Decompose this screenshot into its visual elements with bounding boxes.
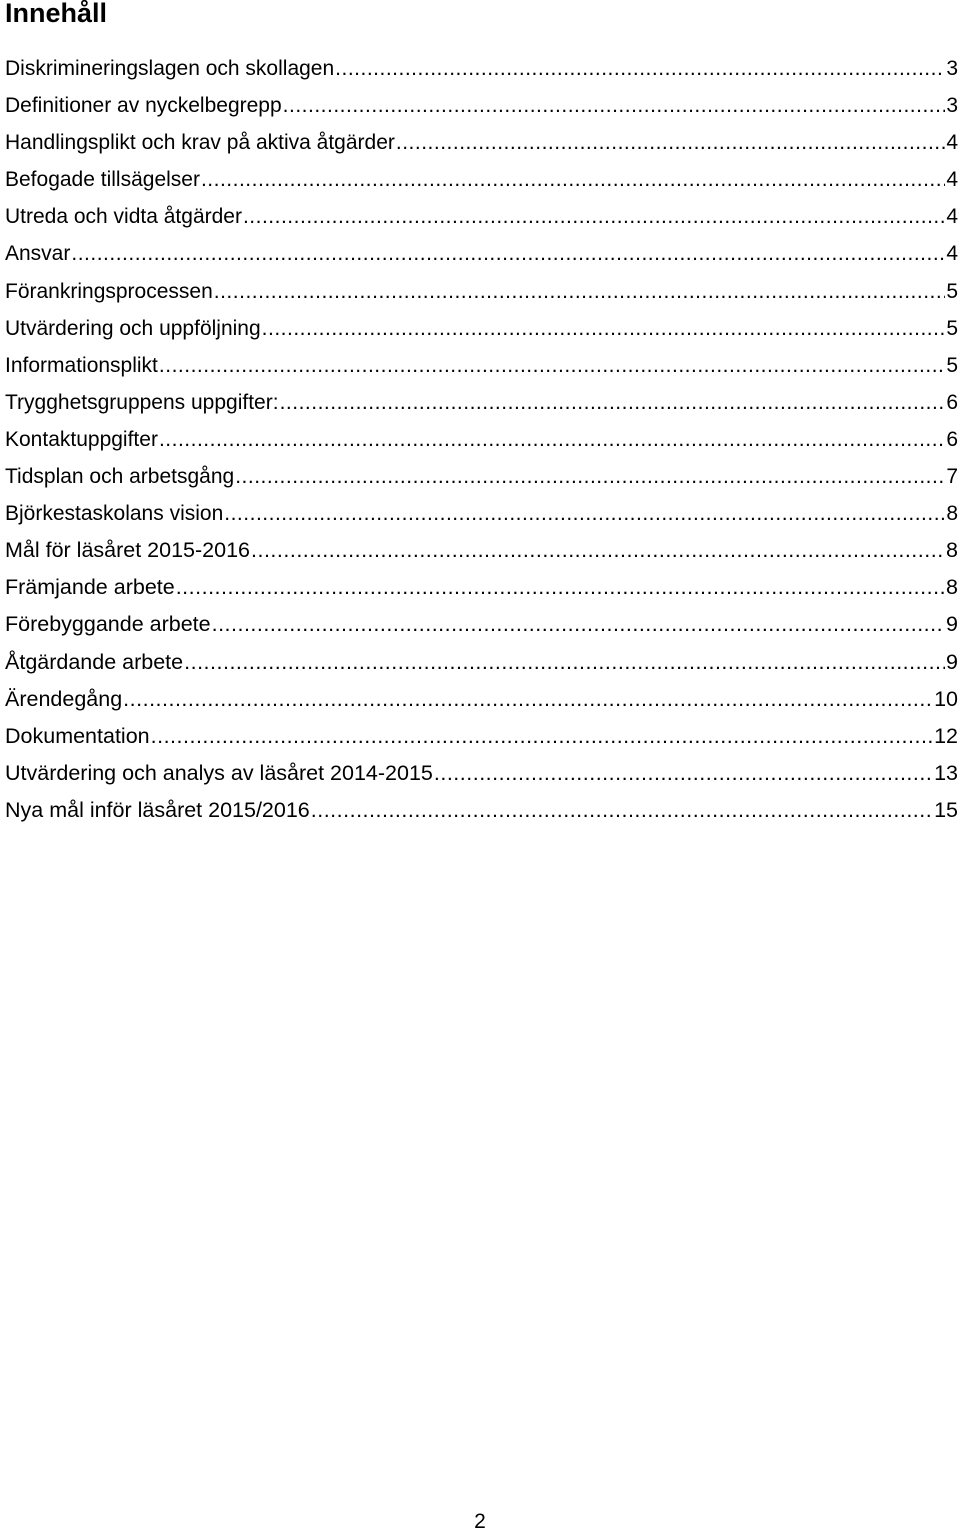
- toc-page-number: 10: [934, 686, 958, 711]
- toc-page-number: 8: [946, 502, 958, 526]
- toc-page-number: 9: [946, 649, 958, 674]
- toc-entry[interactable]: [5, 163, 960, 200]
- toc-page-number: 5: [946, 316, 958, 340]
- toc-entry[interactable]: [5, 89, 960, 126]
- toc-dot-leader: [262, 312, 946, 345]
- toc-dot-leader: [311, 794, 933, 827]
- page-title: Innehåll: [5, 0, 108, 28]
- toc-entry[interactable]: [5, 608, 960, 645]
- toc-entry[interactable]: [5, 386, 960, 423]
- toc-entry[interactable]: [5, 349, 960, 386]
- toc-page-number: 4: [946, 205, 958, 229]
- toc-entry-label: Ansvar: [5, 242, 71, 266]
- toc-entry[interactable]: [5, 460, 960, 497]
- toc-entry[interactable]: [5, 126, 960, 163]
- page-number: 2: [474, 1510, 486, 1533]
- toc-page-number: 13: [934, 760, 958, 785]
- toc-entry-label: Åtgärdande arbete: [5, 649, 184, 674]
- toc-entry[interactable]: [5, 757, 960, 794]
- toc-entry-label: Utvärdering och uppföljning: [5, 316, 261, 340]
- toc-entry[interactable]: [5, 423, 960, 460]
- toc-entry[interactable]: [5, 683, 960, 720]
- toc-dot-leader: [201, 163, 945, 196]
- toc-dot-leader: [251, 534, 945, 567]
- toc-page-number: 12: [934, 723, 958, 748]
- toc-dot-leader: [224, 497, 945, 530]
- toc-dot-leader: [434, 757, 933, 790]
- toc-page-number: 5: [946, 279, 958, 303]
- toc-entry[interactable]: [5, 534, 960, 571]
- toc-page-number: 4: [946, 168, 958, 192]
- toc-dot-leader: [235, 460, 945, 493]
- toc-entry-label: Mål för läsåret 2015-2016: [5, 538, 251, 563]
- toc-dot-leader: [159, 349, 945, 382]
- toc-dot-leader: [123, 683, 933, 716]
- toc-page-number: 6: [946, 427, 958, 451]
- toc-entry-label: Ärendegång: [5, 686, 123, 711]
- toc-entry[interactable]: [5, 52, 960, 89]
- toc-page-number: 9: [946, 612, 958, 637]
- toc-entry-label: Diskrimineringslagen och skollagen: [5, 57, 335, 80]
- toc-dot-leader: [151, 720, 933, 753]
- toc-dot-leader: [335, 52, 945, 85]
- toc-entry[interactable]: [5, 497, 960, 534]
- toc-page-number: 5: [946, 353, 958, 377]
- toc-dot-leader: [176, 571, 945, 604]
- toc-dot-leader: [71, 237, 945, 270]
- toc-entry[interactable]: [5, 646, 960, 683]
- toc-entry[interactable]: [5, 275, 960, 312]
- toc-dot-leader: [283, 89, 946, 122]
- toc-entry-label: Björkestaskolans vision: [5, 502, 224, 526]
- toc-entry-label: Förankringsprocessen: [5, 279, 213, 303]
- toc-dot-leader: [184, 646, 945, 679]
- toc-page-number: 8: [946, 575, 958, 600]
- toc-entry-label: Kontaktuppgifter: [5, 427, 158, 451]
- toc-entry-label: Informationsplikt: [5, 353, 158, 377]
- toc-entry-label: Utvärdering och analys av läsåret 2014-2015: [5, 760, 433, 785]
- toc-dot-leader: [243, 200, 945, 233]
- toc-entry[interactable]: [5, 794, 960, 831]
- toc-entry[interactable]: [5, 720, 960, 757]
- toc-entry-label: Förebyggande arbete: [5, 612, 211, 637]
- toc-page-number: 15: [934, 797, 958, 822]
- toc-dot-leader: [396, 126, 945, 159]
- toc-entry[interactable]: [5, 200, 960, 237]
- toc-entry-label: Tidsplan och arbetsgång: [5, 465, 235, 489]
- toc-dot-leader: [214, 275, 946, 308]
- toc-entry-label: Utreda och vidta åtgärder: [5, 205, 242, 229]
- toc-entry[interactable]: [5, 571, 960, 608]
- toc-page-number: 8: [946, 538, 958, 563]
- toc-dot-leader: [280, 386, 946, 419]
- toc-dot-leader: [212, 608, 945, 641]
- toc-dot-leader: [159, 423, 945, 456]
- toc-entry-label: Handlingsplikt och krav på aktiva åtgärder: [5, 131, 395, 155]
- toc-entry-label: Nya mål inför läsåret 2015/2016: [5, 797, 310, 822]
- toc-entry-label: Dokumentation: [5, 723, 150, 748]
- toc-page-number: 4: [946, 242, 958, 266]
- toc-entry-label: Främjande arbete: [5, 575, 175, 600]
- toc-entry-label: Trygghetsgruppens uppgifter:: [5, 390, 279, 414]
- toc-page-number: 7: [946, 465, 958, 489]
- toc-page-number: 3: [946, 57, 958, 80]
- toc-page-number: 6: [946, 390, 958, 414]
- toc-page-number: 3: [946, 94, 958, 118]
- table-of-contents: [5, 52, 960, 831]
- toc-entry[interactable]: [5, 312, 960, 349]
- toc-entry-label: Definitioner av nyckelbegrepp: [5, 94, 282, 118]
- toc-entry[interactable]: [5, 237, 960, 274]
- toc-entry-label: Befogade tillsägelser: [5, 168, 200, 192]
- toc-page-number: 4: [946, 131, 958, 155]
